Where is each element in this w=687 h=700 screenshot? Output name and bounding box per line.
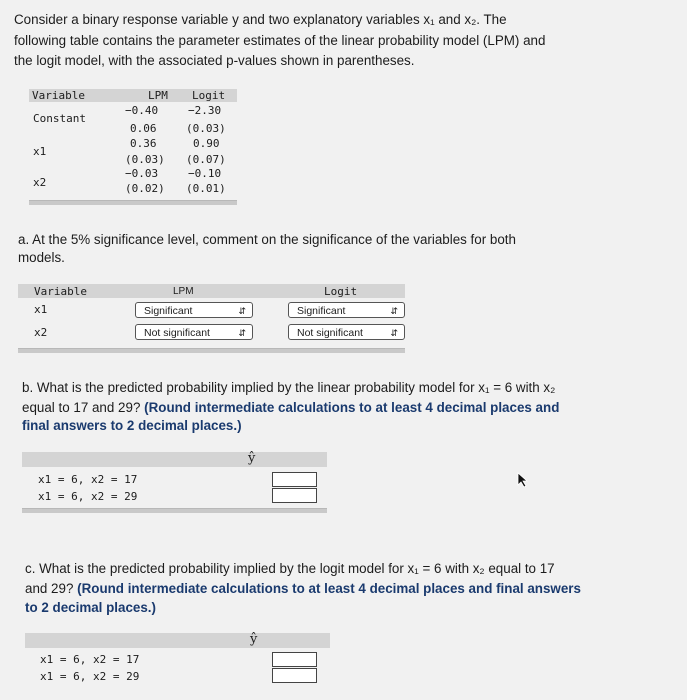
table-header-logit: Logit [192,89,226,102]
part-a-header-lpm: LPM [173,286,194,297]
table-cell: (0.03) [186,122,226,135]
table-cell: −2.30 [188,104,222,117]
part-c-row-2-label: x1 = 6, x2 = 29 [40,670,140,683]
part-a-row-x1-label: x1 [34,303,48,316]
table-cell: (0.03) [125,153,165,166]
part-c-line-2 [25,579,581,598]
part-b-line-2 [22,398,559,417]
table-bottom-rule [29,200,237,205]
intro-line-1: Consider a binary response variable y and two explanatory variables x₁ and x₂. The [14,12,507,27]
part-a-line-2: models. [18,250,65,265]
table-cell: (0.02) [125,182,165,195]
part-b-rounding-note: (Round intermediate calculations to at least 4 decimal places and [144,400,560,415]
table-cell: (0.01) [186,182,226,195]
updown-arrow-icon: ⇵ [390,306,398,316]
part-b-line-2-plain: equal to 17 and 29? [22,400,141,415]
part-c-line-2-plain: and 29? [25,581,74,596]
table-cell: (0.07) [186,153,226,166]
table-row-x2-label: x2 [33,176,47,189]
x1-logit-select[interactable] [288,302,405,318]
part-b-row-1-label: x1 = 6, x2 = 17 [38,473,138,486]
part-a-header-variable: Variable [34,285,87,298]
updown-arrow-icon: ⇵ [238,306,246,316]
part-c-header-band [25,633,330,648]
part-b-header-band [22,452,327,467]
part-b-answer-input-1[interactable] [272,472,317,487]
table-cell: 0.36 [130,137,157,150]
part-a-line-1: a. At the 5% significance level, comment on the significance of the variables for both [18,232,516,247]
part-c-answer-input-1[interactable] [272,652,317,667]
part-c-yhat-header: ŷ [250,632,258,647]
x1-lpm-select-value: Significant [144,305,193,317]
part-a-bottom-rule [18,348,405,353]
table-cell: 0.06 [130,122,157,135]
part-c-line-3: to 2 decimal places.) [25,600,156,615]
intro-line-3: the logit model, with the associated p-values shown in parentheses. [14,53,415,68]
x1-logit-select-value: Significant [297,305,346,317]
table-header-lpm: LPM [148,89,168,102]
cursor-icon [517,472,529,488]
x2-lpm-select[interactable] [135,324,253,340]
table-cell: 0.90 [193,137,220,150]
x2-logit-select-value: Not significant [297,327,363,339]
updown-arrow-icon: ⇵ [390,328,398,338]
part-c-rounding-note: (Round intermediate calculations to at least 4 decimal places and final answers [77,581,581,596]
part-c-answer-input-2[interactable] [272,668,317,683]
x2-logit-select[interactable] [288,324,405,340]
part-b-bottom-rule [22,508,327,513]
table-row-constant-label: Constant [33,112,86,125]
x1-lpm-select[interactable] [135,302,253,318]
part-c-line-1: c. What is the predicted probability implied by the logit model for x₁ = 6 with x₂ equal to 17 [25,561,555,576]
table-cell: −0.03 [125,167,159,180]
table-cell: −0.10 [188,167,222,180]
part-a-header-logit: Logit [324,285,358,298]
table-header-variable: Variable [32,89,85,102]
table-row-x1-label: x1 [33,145,47,158]
updown-arrow-icon: ⇵ [238,328,246,338]
part-a-row-x2-label: x2 [34,326,48,339]
part-b-line-3: final answers to 2 decimal places.) [22,418,242,433]
part-b-row-2-label: x1 = 6, x2 = 29 [38,490,138,503]
part-b-answer-input-2[interactable] [272,488,317,503]
part-b-yhat-header: ŷ [248,451,256,466]
x2-lpm-select-value: Not significant [144,327,210,339]
part-b-line-1: b. What is the predicted probability implied by the linear probability model for x₁ = 6 with x₂ [22,380,556,395]
intro-line-2: following table contains the parameter estimates of the linear probability model (LPM) and [14,33,546,48]
part-c-row-1-label: x1 = 6, x2 = 17 [40,653,140,666]
table-cell: −0.40 [125,104,159,117]
